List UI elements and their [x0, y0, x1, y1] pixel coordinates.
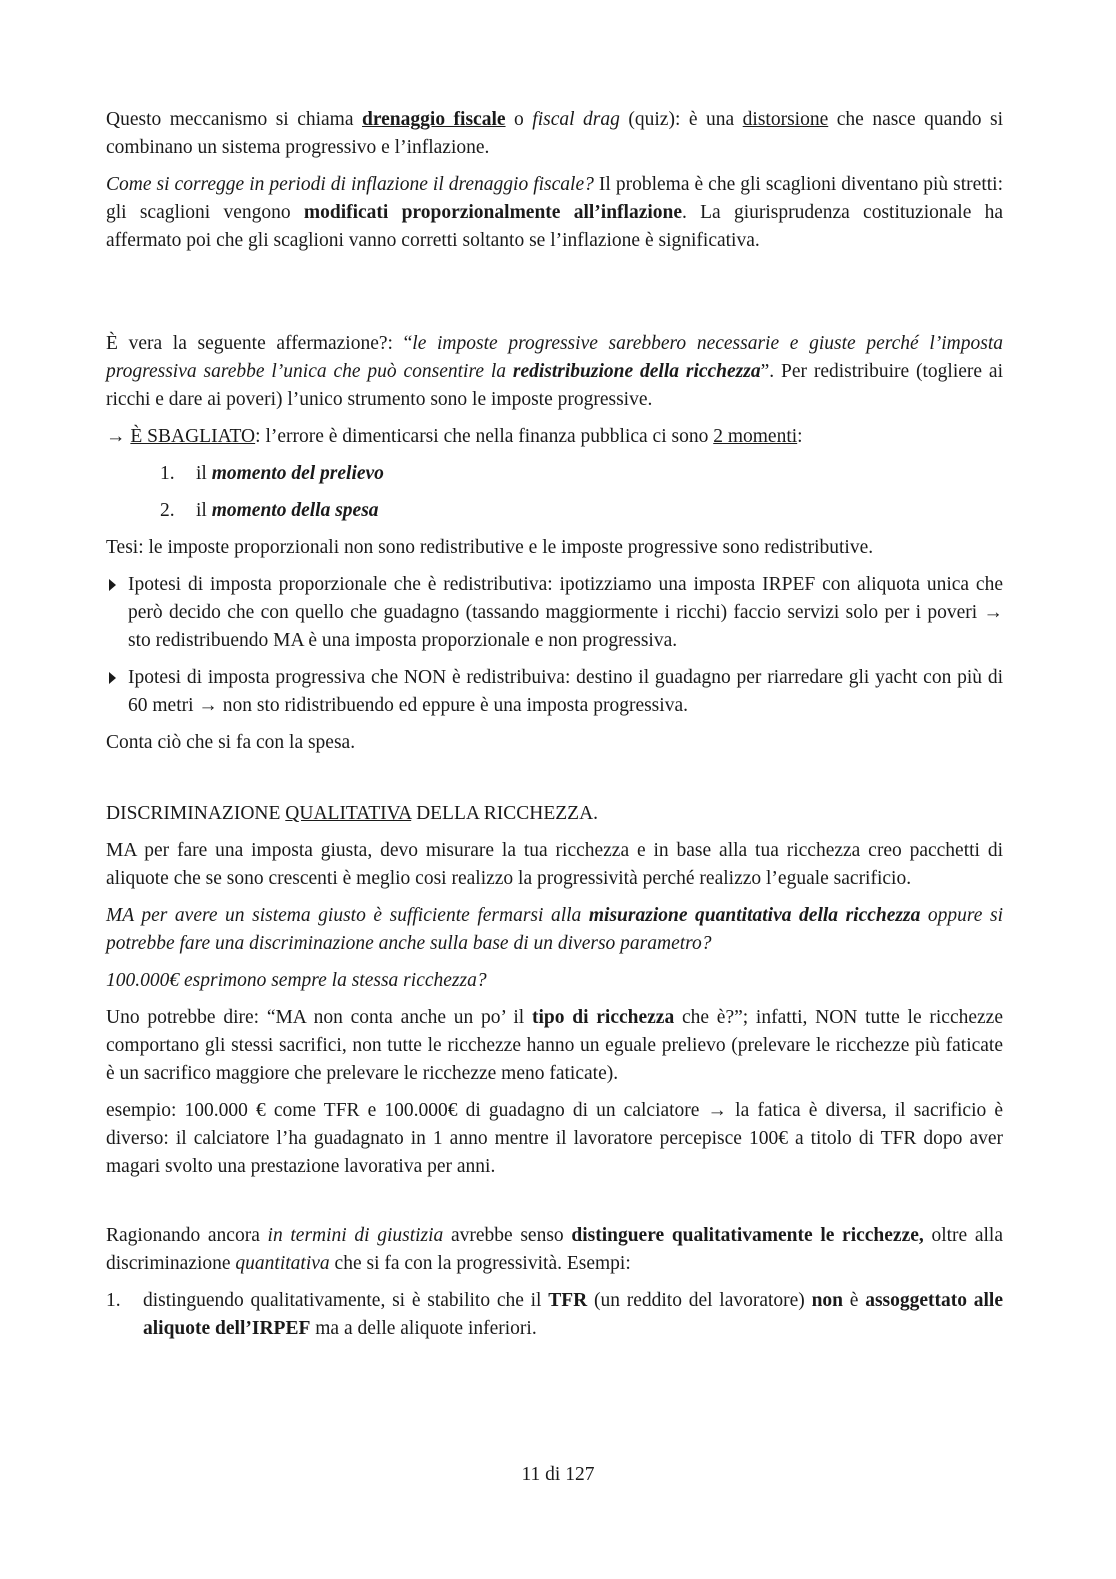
- paragraph-esempio-tfr: esempio: 100.000 € come TFR e 100.000€ di guadagno di un calciatore → la fatica è diversa, il sacrificio è diverso: il calciatore l’ha guadagnato in 1 anno mentre il lavoratore percepisce 100€ a titolo di TFR dopo aver magari svolto una prestazione lavorativa per anni.: [106, 1100, 1003, 1177]
- triangle-bullet-icon: [106, 571, 128, 655]
- paragraph-affermazione: È vera la seguente affermazione?: “le imposte progressive sarebbero necessarie e giuste perché l’imposta progressiva sarebbe l’unica che può consentire la redistribuzione della ricchezza”. Per redistribuire (togliere ai ricchi e dare ai poveri) l’unico strumento sono le imposte progressive.: [106, 333, 1003, 410]
- paragraph-tesi: Tesi: le imposte proporzionali non sono redistributive e le imposte progressive sono redistributive.: [106, 537, 874, 558]
- paragraph-fiscal-drag: Questo meccanismo si chiama drenaggio fiscale o fiscal drag (quiz): è una distorsione che nasce quando si combinano un sistema progressivo e l’inflazione.: [106, 109, 1004, 158]
- list-item: Ipotesi di imposta progressiva che NON è redistribuiva: destino il guadagno per riarredare gli yacht con più di 60 metri → non sto ridistribuendo ed eppure è una imposta progressiva.: [106, 664, 1003, 720]
- list-item: 1. distinguendo qualitativamente, si è stabilito che il TFR (un reddito del lavoratore) non è assoggettato alle aliquote dell’IRPEF ma a delle aliquote inferiori.: [106, 1290, 1003, 1339]
- term-distorsione: distorsione: [742, 109, 829, 130]
- page-number: 11 di 127: [521, 1464, 595, 1485]
- term-drenaggio-fiscale: drenaggio fiscale: [362, 109, 506, 130]
- bold-redistribuzione: redistribuzione della ricchezza: [512, 361, 761, 382]
- page-content: [106, 106, 1003, 1352]
- paragraph-sbagliato: → È SBAGLIATO: l’errore è dimenticarsi che nella finanza pubblica ci sono 2 momenti:: [106, 426, 803, 447]
- list-item: Ipotesi di imposta proporzionale che è redistributiva: ipotizziamo una imposta IRPEF con aliquota unica che però decido che con quello che guadagno (tassando maggiormente i ricchi) faccio servizi solo per i poveri → sto redistribuendo MA è una imposta proporzionale e non progressiva.: [106, 571, 1003, 655]
- question-italic: Come si corregge in periodi di inflazione il drenaggio fiscale?: [106, 174, 594, 195]
- esempi-list: [106, 1287, 1003, 1343]
- paragraph-sistema-giusto: MA per avere un sistema giusto è sufficiente fermarsi alla misurazione quantitativa della ricchezza oppure si potrebbe fare una discriminazione anche sulla base di un diverso parametro?: [106, 905, 1003, 954]
- paragraph-giustizia: Ragionando ancora in termini di giustizia avrebbe senso distinguere qualitativamente le ricchezze, oltre alla discriminazione quantitativa che si fa con la progressività. Esempi:: [106, 1225, 1003, 1274]
- spacer: [106, 264, 1003, 330]
- term-fiscal-drag: fiscal drag: [532, 109, 620, 130]
- ipotesi-list: [106, 571, 1003, 720]
- triangle-bullet-icon: [106, 664, 128, 720]
- list-item: 1. il momento del prelievo: [160, 463, 384, 484]
- momenti-list: [106, 460, 1003, 525]
- paragraph-conta: Conta ciò che si fa con la spesa.: [106, 732, 356, 753]
- paragraph-question-100000: 100.000€ esprimono sempre la stessa ricchezza?: [106, 970, 487, 991]
- term-2-momenti: 2 momenti: [713, 426, 798, 447]
- list-item: 2. il momento della spesa: [160, 500, 379, 521]
- spacer: [106, 1190, 1003, 1222]
- bold-modificati: modificati proporzionalmente all’inflazione: [303, 202, 683, 223]
- section-heading: DISCRIMINAZIONE QUALITATIVA DELLA RICCHEZZA.: [106, 803, 599, 824]
- paragraph-tipo-ricchezza: Uno potrebbe dire: “MA non conta anche un po’ il tipo di ricchezza che è?”; infatti, NON tutte le ricchezze comportano gli stessi sacrifici, non tutte le ricchezze hanno un eguale prelievo (prelevare le ricchezze più faticate è un sacrifico maggiore che prelevare le ricchezze meno faticate).: [106, 1007, 1003, 1084]
- term-sbagliato: È SBAGLIATO: [130, 426, 256, 447]
- spacer: [106, 766, 1003, 800]
- paragraph-correzione: Come si corregge in periodi di inflazione il drenaggio fiscale? Il problema è che gli scaglioni diventano più stretti: gli scaglioni vengono modificati proporzionalmente all’inflazione. La giurisprudenza costituzionale ha affermato poi che gli scaglioni vanno corretti soltanto se l’inflazione è significativa.: [106, 174, 1003, 251]
- paragraph-imposta-giusta: MA per fare una imposta giusta, devo misurare la tua ricchezza e in base alla tua ricchezza creo pacchetti di aliquote che se sono crescenti è meglio cosi realizzo la progressività perché realizzo l’eguale sacrificio.: [106, 840, 1003, 889]
